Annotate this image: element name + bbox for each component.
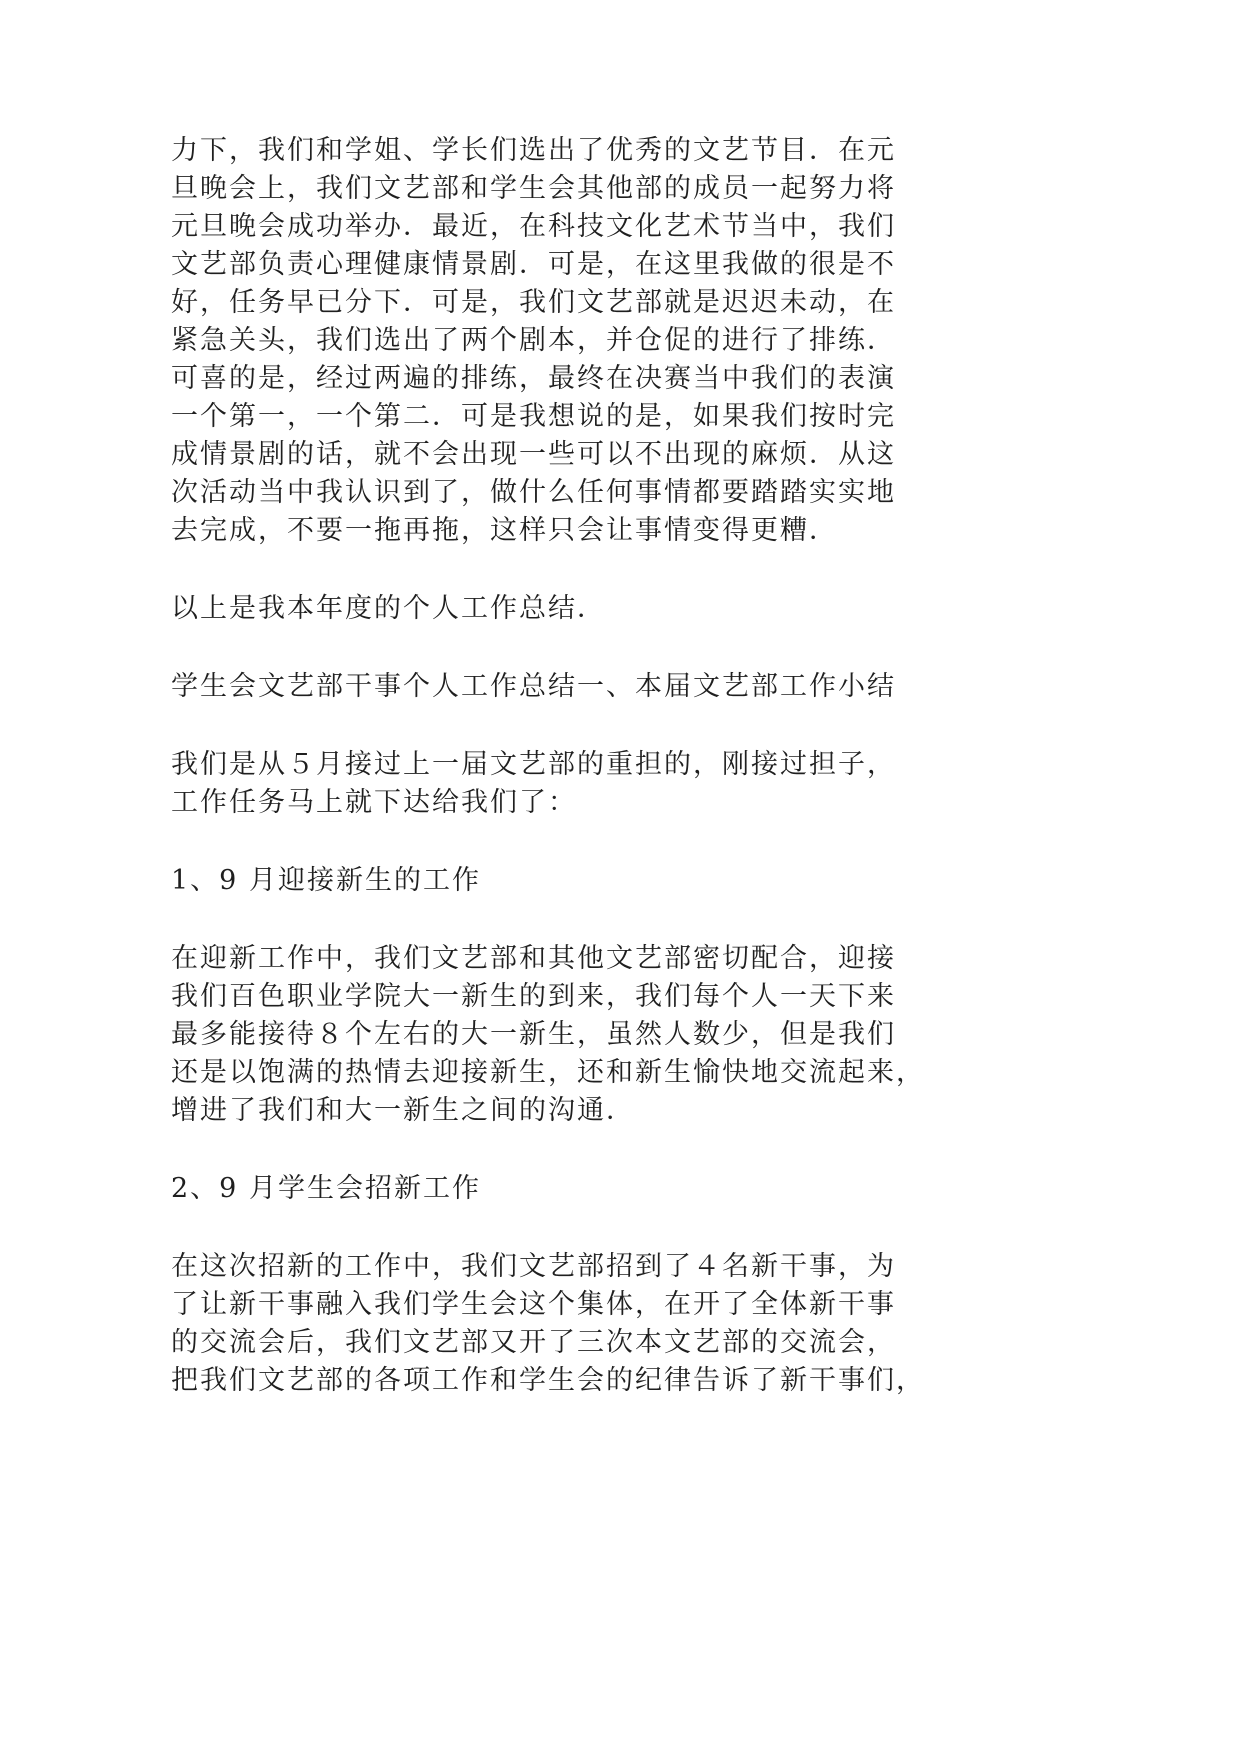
text-line: 2、9 月学生会招新工作 (171, 1173, 481, 1204)
text-line: 学生会文艺部干事个人工作总结一、本届文艺部工作小结 (171, 671, 896, 702)
text-line: 了让新干事融入我们学生会这个集体，在开了全体新干事 (171, 1289, 896, 1320)
text-line: 的交流会后，我们文艺部又开了三次本文艺部的交流会， (171, 1327, 896, 1358)
document-body (171, 132, 931, 1400)
paragraph-intro (171, 746, 931, 822)
text-line: 去完成，不要一拖再拖，这样只会让事情变得更糟． (171, 515, 838, 546)
list-heading-2 (171, 1170, 931, 1208)
text-line: 一个第一，一个第二．可是我想说的是，如果我们按时完 (171, 401, 896, 432)
text-line: 还是以饱满的热情去迎接新生，还和新生愉快地交流起来， (171, 1057, 925, 1088)
list-heading-1 (171, 862, 931, 900)
text-line: 在这次招新的工作中，我们文艺部招到了４名新干事，为 (171, 1251, 896, 1282)
text-line: 紧急关头，我们选出了两个剧本，并仓促的进行了排练． (171, 325, 896, 356)
paragraph-recruitment (171, 1248, 931, 1400)
text-line: 增进了我们和大一新生之间的沟通． (171, 1095, 635, 1126)
text-line: 可喜的是，经过两遍的排练，最终在决赛当中我们的表演 (171, 363, 896, 394)
text-line: 把我们文艺部的各项工作和学生会的纪律告诉了新干事们， (171, 1365, 925, 1396)
text-line: 旦晚会上，我们文艺部和学生会其他部的成员一起努力将 (171, 173, 896, 204)
text-line: 元旦晚会成功举办．最近，在科技文化艺术节当中，我们 (171, 211, 896, 242)
text-line: 在迎新工作中，我们文艺部和其他文艺部密切配合，迎接 (171, 943, 896, 974)
section-title (171, 668, 931, 706)
text-line: 力下，我们和学姐、学长们选出了优秀的文艺节目．在元 (171, 135, 896, 166)
text-line: 最多能接待８个左右的大一新生，虽然人数少，但是我们 (171, 1019, 896, 1050)
text-line: 成情景剧的话，就不会出现一些可以不出现的麻烦．从这 (171, 439, 896, 470)
text-line: 文艺部负责心理健康情景剧．可是，在这里我做的很是不 (171, 249, 896, 280)
text-line: 好，任务早已分下．可是，我们文艺部就是迟迟未动，在 (171, 287, 896, 318)
text-line: 我们百色职业学院大一新生的到来，我们每个人一天下来 (171, 981, 896, 1012)
paragraph-summary-closing (171, 590, 931, 628)
text-line: 工作任务马上就下达给我们了： (171, 787, 577, 818)
text-line: 次活动当中我认识到了，做什么任何事情都要踏踏实实地 (171, 477, 896, 508)
text-line: 以上是我本年度的个人工作总结． (171, 593, 606, 624)
paragraph-literature-dept-review (171, 132, 931, 550)
text-line: 我们是从５月接过上一届文艺部的重担的，刚接过担子， (171, 749, 896, 780)
paragraph-welcome-freshmen (171, 940, 931, 1130)
text-line: 1、9 月迎接新生的工作 (171, 865, 481, 896)
